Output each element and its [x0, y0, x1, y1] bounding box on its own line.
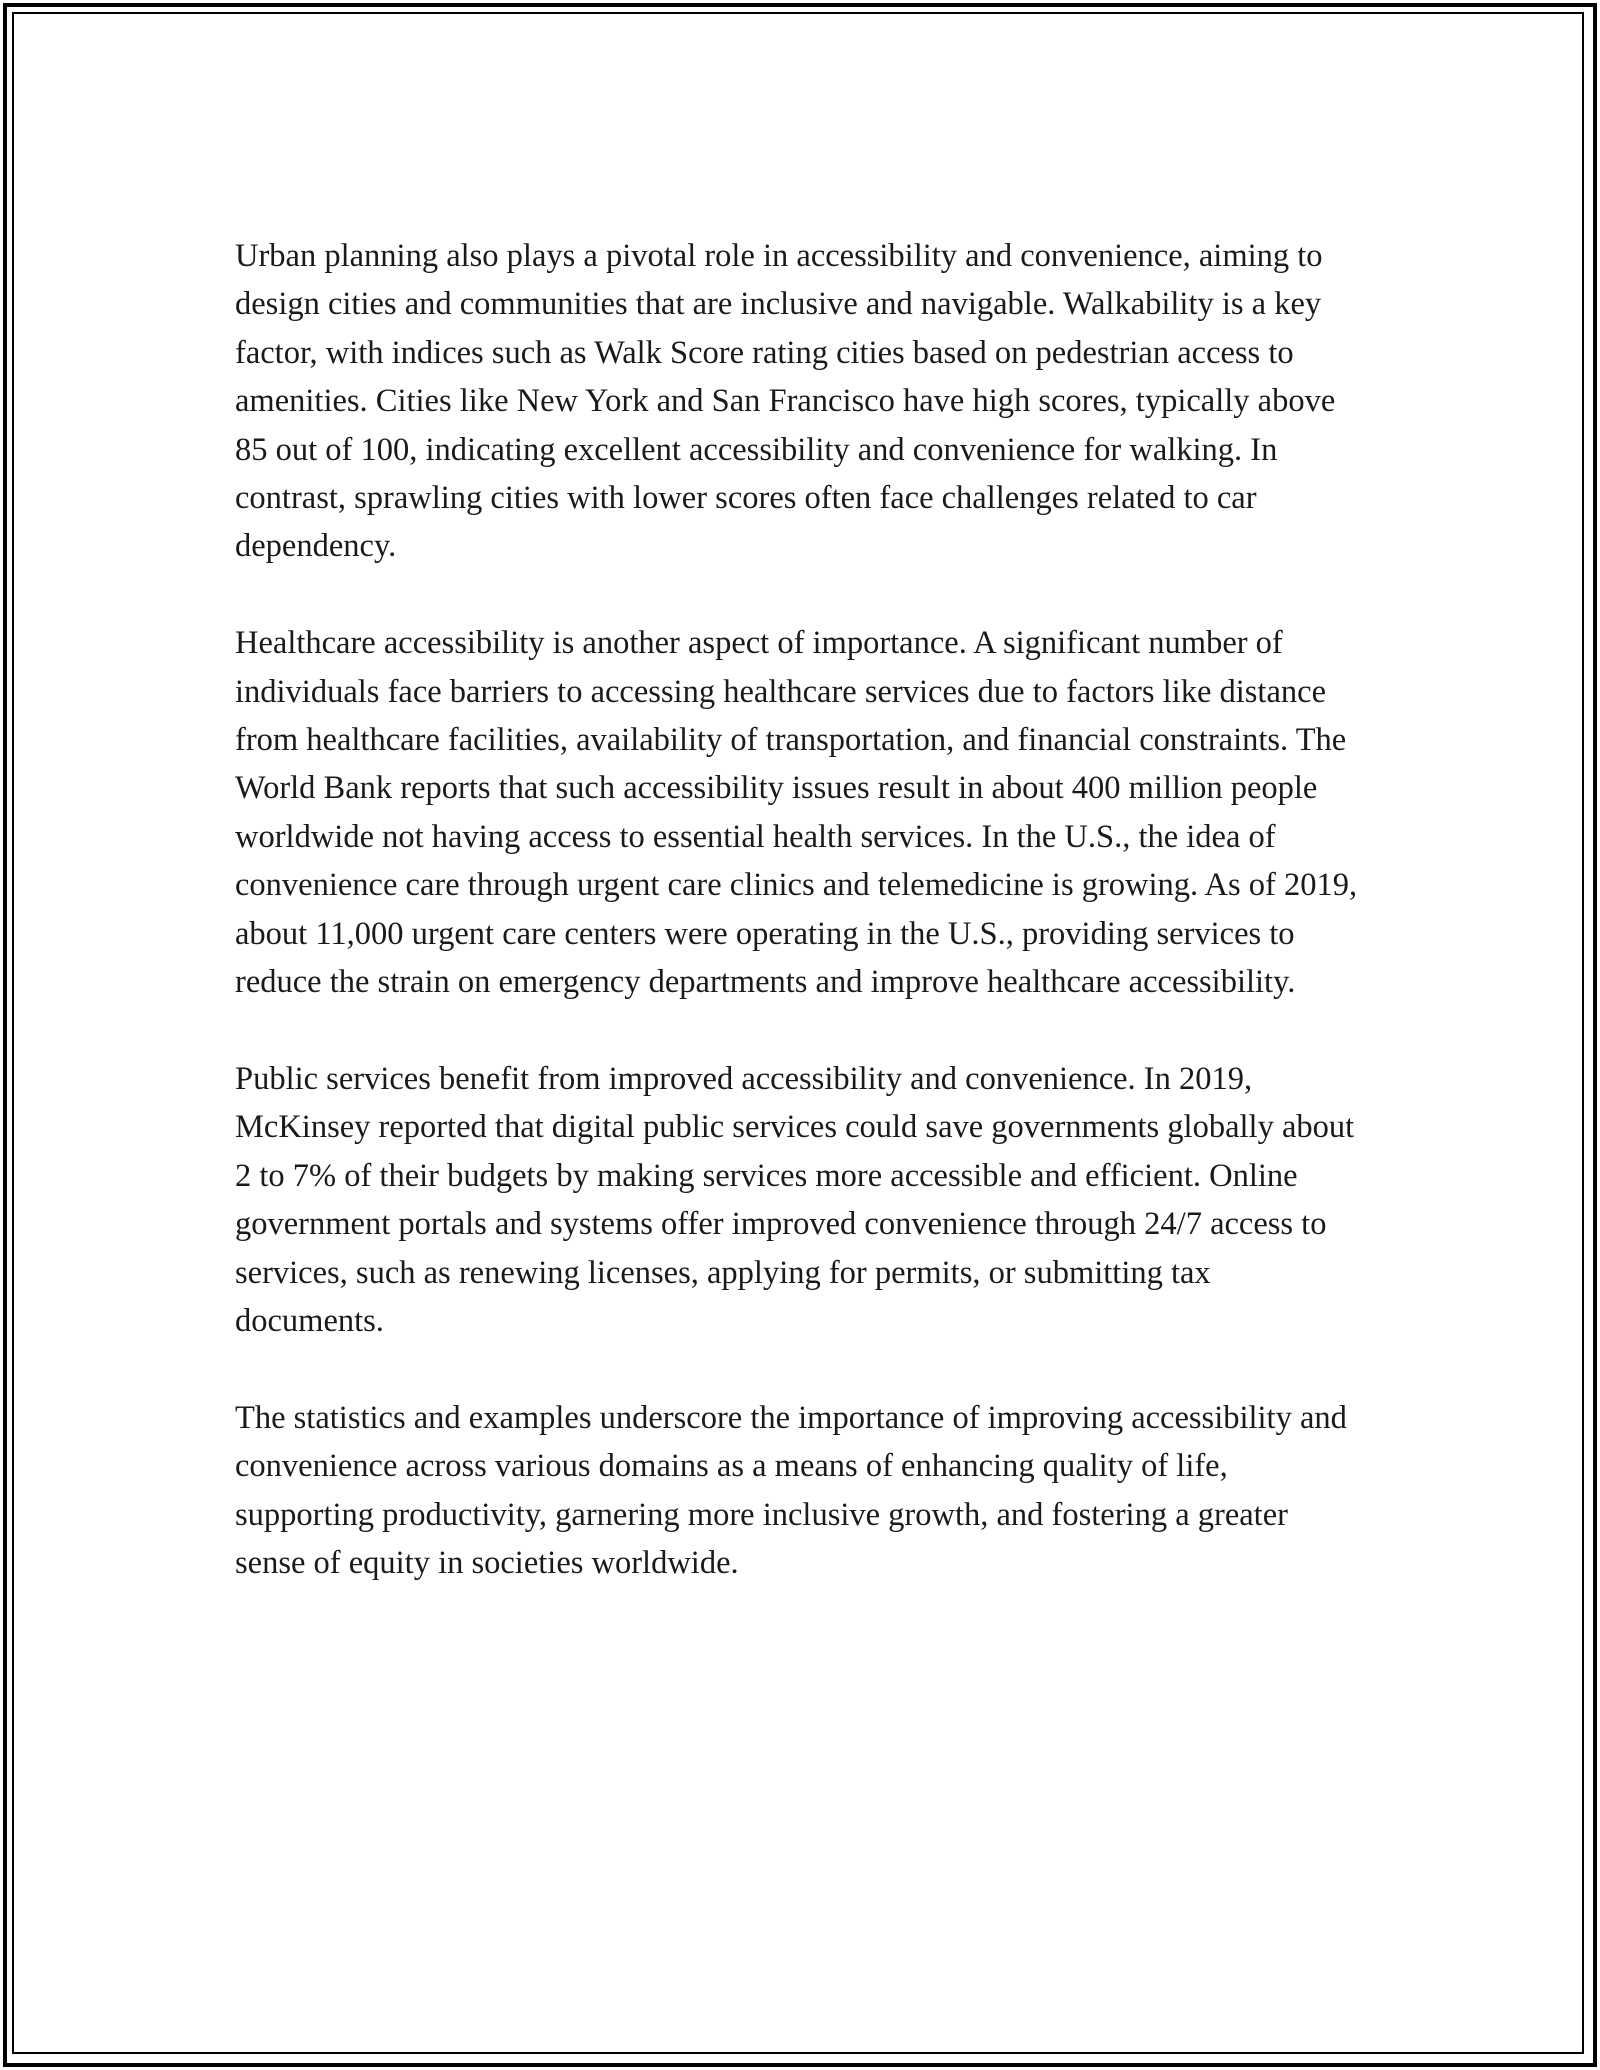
paragraph-urban-planning: Urban planning also plays a pivotal role in accessibility and convenience, aiming to design cities and communities that are inclusive and navigable. Walkability is a key factor, with indices such as Walk Score rating cities based on pedestrian access to amenities. Cities like New York and San Francisco have high scores, typically above 85 out of 100, indicating excellent accessibility and convenience for walking. In contrast, sprawling cities with lower scores often face challenges related to car dependency.: [235, 238, 1336, 565]
paragraph-public-services: Public services benefit from improved accessibility and convenience. In 2019, McKinsey reported that digital public services could save governments globally about 2 to 7% of their budgets by making services more accessible and efficient. Online government portals and systems offer improved convenience through 24/7 access to services, such as renewing licenses, applying for permits, or submitting tax documents.: [235, 1060, 1355, 1339]
document-body: [235, 232, 1365, 1636]
paragraph-healthcare: Healthcare accessibility is another aspect of importance. A significant number of individuals face barriers to accessing healthcare services due to factors like distance from healthcare facilities, availability of transportation, and financial constraints. The World Bank reports that such accessibility issues result in about 400 million people worldwide not having access to essential health services. In the U.S., the idea of convenience care through urgent care clinics and telemedicine is growing. As of 2019, about 11,000 urgent care centers were operating in the U.S., providing services to reduce the strain on emergency departments and improve healthcare accessibility.: [235, 625, 1358, 1001]
paragraph-conclusion: The statistics and examples underscore the importance of improving accessibility and convenience across various domains as a means of enhancing quality of life, supporting productivity, garnering more inclusive growth, and fostering a greater sense of equity in societies worldwide.: [235, 1399, 1347, 1581]
